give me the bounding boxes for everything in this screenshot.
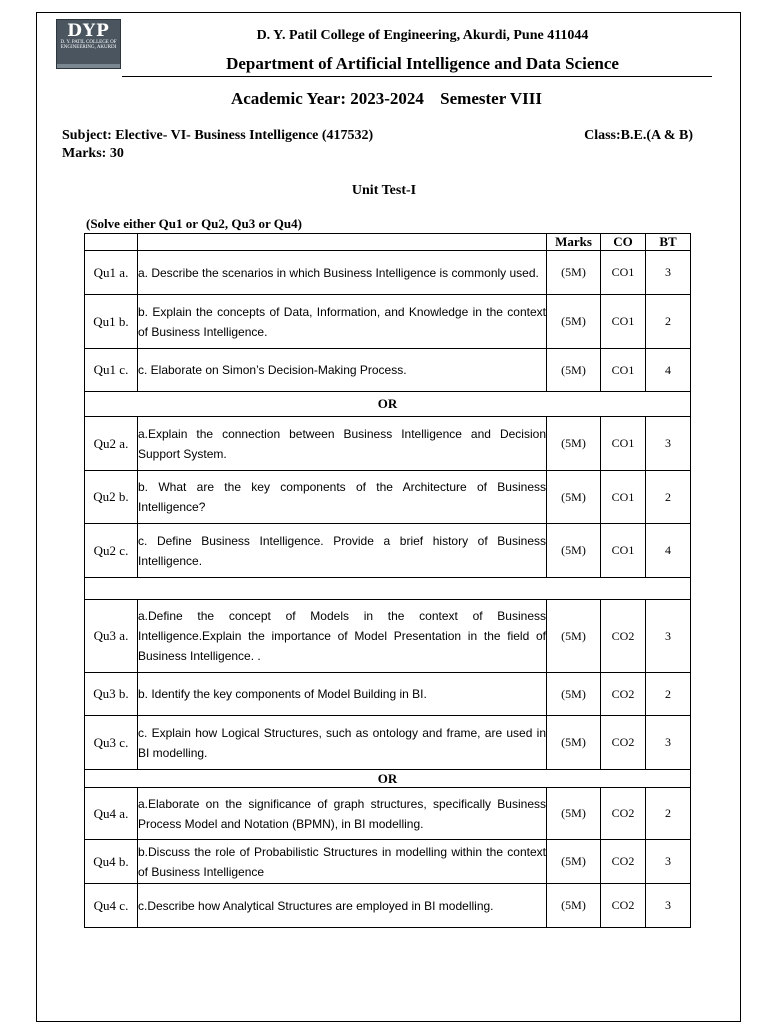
question-marks: (5M) <box>547 716 601 770</box>
question-bt: 3 <box>646 884 691 928</box>
table-row <box>85 471 691 524</box>
test-title: Unit Test-I <box>351 183 417 198</box>
question-marks: (5M) <box>547 840 601 884</box>
question-number: Qu2 c. <box>85 524 138 578</box>
question-co: CO2 <box>601 673 646 716</box>
question-marks: (5M) <box>547 788 601 840</box>
question-number: Qu1 c. <box>85 349 138 392</box>
table-row <box>85 884 691 928</box>
header-blank <box>85 234 138 251</box>
question-co: CO1 <box>601 524 646 578</box>
or-label: OR <box>85 392 691 417</box>
question-marks: (5M) <box>547 251 601 295</box>
question-text: a. Describe the scenarios in which Business Intelligence is commonly used. <box>138 251 547 295</box>
question-bt: 3 <box>646 251 691 295</box>
question-bt: 2 <box>646 673 691 716</box>
total-marks: Marks: 30 <box>62 146 124 161</box>
department-name: Department of Artificial Intelligence and Data Science <box>226 54 619 73</box>
question-text: a.Explain the connection between Business Intelligence and Decision Support System. <box>138 417 547 471</box>
or-row <box>85 392 691 417</box>
instruction: (Solve either Qu1 or Qu2, Qu3 or Qu4) <box>86 216 302 231</box>
question-text: c. Explain how Logical Structures, such as ontology and frame, are used in BI modelling. <box>138 716 547 770</box>
question-co: CO1 <box>601 251 646 295</box>
table-header-row <box>85 234 691 251</box>
table-row <box>85 600 691 673</box>
question-bt: 3 <box>646 840 691 884</box>
question-bt: 3 <box>646 716 691 770</box>
question-number: Qu2 a. <box>85 417 138 471</box>
question-table <box>84 233 691 928</box>
question-bt: 3 <box>646 600 691 673</box>
academic-year-line <box>0 89 768 109</box>
question-text: c. Elaborate on Simon’s Decision-Making Process. <box>138 349 547 392</box>
table-row <box>85 349 691 392</box>
table-row <box>85 673 691 716</box>
spacer-cell <box>85 578 691 600</box>
class: Class:B.E.(A & B) <box>584 128 693 143</box>
table-row <box>85 251 691 295</box>
question-marks: (5M) <box>547 673 601 716</box>
or-label: OR <box>85 770 691 788</box>
question-marks: (5M) <box>547 417 601 471</box>
question-text: c. Define Business Intelligence. Provide a brief history of Business Intelligence. <box>138 524 547 578</box>
academic-year: Academic Year: 2023-2024 <box>230 89 424 108</box>
logo-text: DYP <box>67 21 110 41</box>
question-text: b. Explain the concepts of Data, Information, and Knowledge in the context of Business Intelligence. <box>138 295 547 349</box>
table-row <box>85 295 691 349</box>
table-row <box>85 840 691 884</box>
header-divider <box>122 76 712 77</box>
question-marks: (5M) <box>547 600 601 673</box>
table-row <box>85 524 691 578</box>
question-text: c.Describe how Analytical Structures are employed in BI modelling. <box>138 884 547 928</box>
question-co: CO2 <box>601 716 646 770</box>
question-number: Qu3 a. <box>85 600 138 673</box>
or-row <box>85 770 691 788</box>
question-text: a.Elaborate on the significance of graph structures, specifically Business Process Model and Notation (BPMN), in BI modelling. <box>138 788 547 840</box>
question-marks: (5M) <box>547 471 601 524</box>
college-name: D. Y. Patil College of Engineering, Akurdi, Pune 411044 <box>256 28 589 43</box>
question-number: Qu4 b. <box>85 840 138 884</box>
question-bt: 3 <box>646 417 691 471</box>
spacer-row <box>85 578 691 600</box>
table-row <box>85 417 691 471</box>
header-co: CO <box>601 234 646 251</box>
question-number: Qu4 a. <box>85 788 138 840</box>
question-co: CO1 <box>601 471 646 524</box>
question-bt: 2 <box>646 788 691 840</box>
question-marks: (5M) <box>547 524 601 578</box>
college-logo <box>56 19 121 69</box>
question-text: b. What are the key components of the Architecture of Business Intelligence? <box>138 471 547 524</box>
question-number: Qu1 a. <box>85 251 138 295</box>
subject: Subject: Elective- VI- Business Intelligence (417532) <box>62 128 374 143</box>
question-text: a.Define the concept of Models in the context of Business Intelligence.Explain the importance of Model Presentation in the field of Business Intelligence. . <box>138 600 547 673</box>
question-bt: 4 <box>646 349 691 392</box>
question-co: CO2 <box>601 600 646 673</box>
question-co: CO2 <box>601 840 646 884</box>
header-blank <box>138 234 547 251</box>
table-row <box>85 788 691 840</box>
logo-subtext: D. Y. PATIL COLLEGE OF ENGINEERING, AKURDI <box>60 40 117 50</box>
question-marks: (5M) <box>547 295 601 349</box>
question-marks: (5M) <box>547 349 601 392</box>
question-marks: (5M) <box>547 884 601 928</box>
header-bt: BT <box>646 234 691 251</box>
question-number: Qu1 b. <box>85 295 138 349</box>
question-number: Qu3 b. <box>85 673 138 716</box>
question-co: CO1 <box>601 417 646 471</box>
semester: Semester VIII <box>440 89 543 108</box>
table-row <box>85 716 691 770</box>
question-bt: 4 <box>646 524 691 578</box>
question-co: CO2 <box>601 788 646 840</box>
question-co: CO1 <box>601 349 646 392</box>
question-co: CO2 <box>601 884 646 928</box>
question-text: b. Identify the key components of Model Building in BI. <box>138 673 547 716</box>
logo-bar <box>57 64 120 68</box>
question-bt: 2 <box>646 471 691 524</box>
question-number: Qu3 c. <box>85 716 138 770</box>
question-co: CO1 <box>601 295 646 349</box>
question-number: Qu2 b. <box>85 471 138 524</box>
question-number: Qu4 c. <box>85 884 138 928</box>
header-marks: Marks <box>547 234 601 251</box>
question-bt: 2 <box>646 295 691 349</box>
question-text: b.Discuss the role of Probabilistic Structures in modelling within the context of Business Intelligence <box>138 840 547 884</box>
